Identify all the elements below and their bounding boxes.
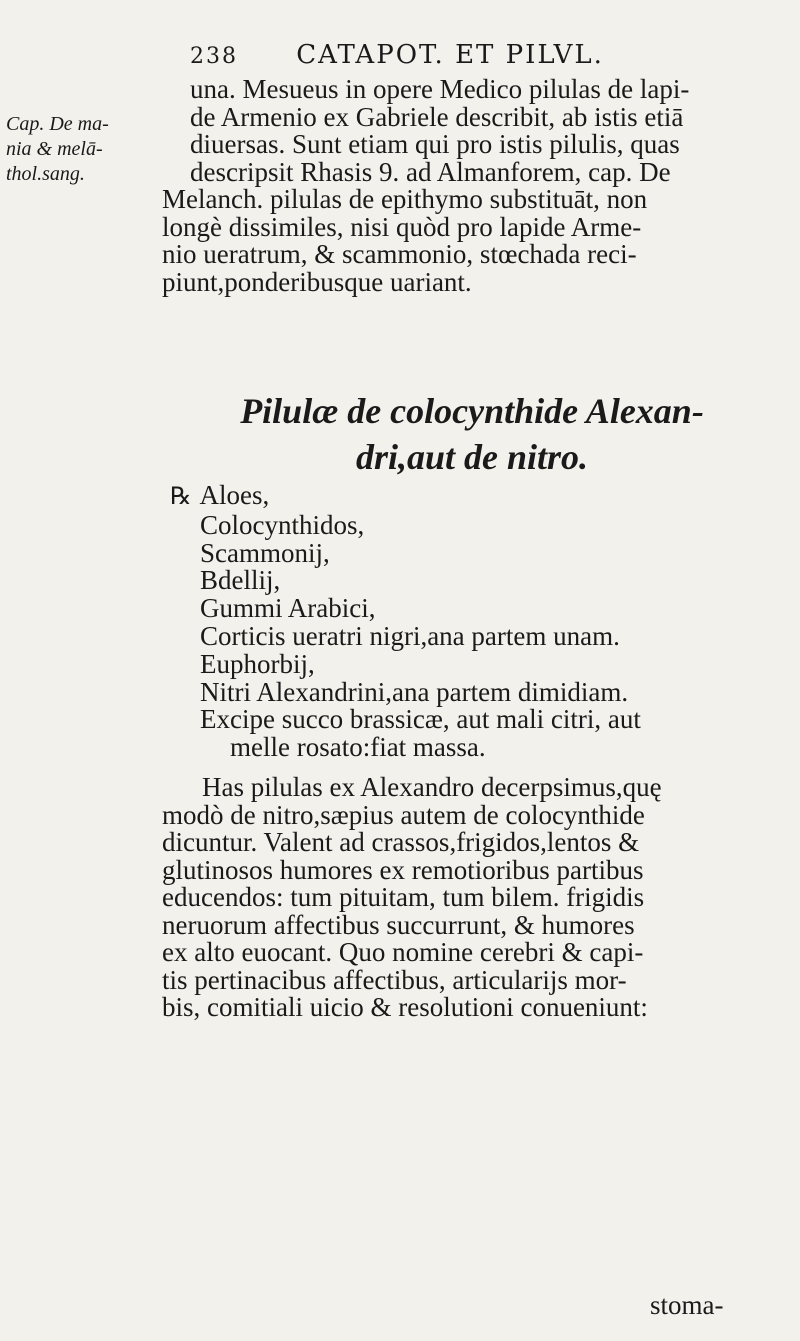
margin-note-line: thol.sang.	[6, 163, 85, 185]
recipe-item	[170, 482, 790, 512]
catchword: stoma-	[650, 1290, 724, 1320]
text-line: bis, comitiali uicio & resolutioni conueniunt:	[162, 992, 648, 1022]
text-line: nio ueratrum, & scammonio, stœchada reci-	[162, 239, 637, 269]
margin-note-line: Cap. De ma-	[6, 113, 109, 135]
margin-note-line: nia & melā-	[6, 138, 103, 160]
opening-paragraph	[162, 76, 792, 296]
section-heading	[162, 388, 782, 480]
closing-paragraph	[162, 774, 792, 1022]
text-line: una. Mesueus in opere Medico pilulas de lapi-	[190, 74, 690, 104]
text-line: Melanch. pilulas de epithymo substituāt, non	[162, 184, 648, 214]
text-line: tis pertinacibus affectibus, articularijs mor-	[162, 964, 627, 995]
page-number: 238	[190, 44, 238, 69]
text-line: Has pilulas ex Alexandro decerpsimus,quę	[202, 772, 662, 802]
recipe	[170, 482, 790, 762]
recipe-symbol: ℞	[170, 484, 192, 510]
text-line: dicuntur. Valent ad crassos,frigidos,lentos &	[162, 827, 640, 857]
text-line: descripsit Rhasis 9. ad Almanforem, cap. De	[190, 156, 671, 187]
running-header	[190, 40, 750, 70]
instruction-continuation: melle rosato:fiat massa.	[230, 732, 486, 763]
heading-line: Pilulæ de colocynthide Alexan-	[240, 391, 704, 431]
ingredient: Euphorbij,	[200, 648, 315, 679]
ingredient: Gummi Arabici,	[200, 593, 376, 624]
ingredient: Nitri Alexandrini,ana partem dimidiam.	[200, 676, 629, 707]
ingredient: Colocynthidos,	[200, 509, 365, 540]
text-line: modò de nitro,sæpius autem de colocynthide	[162, 799, 645, 830]
margin-note	[6, 112, 186, 187]
text-line: diuersas. Sunt etiam qui pro istis pilulis, quas	[190, 129, 680, 159]
ingredient: Bdellij,	[200, 565, 281, 596]
ingredient: Scammonij,	[200, 537, 330, 568]
text-line: longè dissimiles, nisi quòd pro lapide Arme-	[162, 211, 642, 242]
running-title: CATAPOT. ET PILVL.	[296, 40, 604, 70]
ingredient: Aloes,	[199, 480, 270, 510]
text-line: piunt,ponderibusque uariant.	[162, 266, 472, 297]
text-line: neruorum affectibus succurrunt, & humores	[162, 909, 635, 940]
text-line: educendos: tum pituitam, tum bilem. frigidis	[162, 882, 645, 912]
instruction: Excipe succo brassicæ, aut mali citri, aut	[200, 704, 641, 735]
heading-line: dri,aut de nitro.	[355, 437, 589, 477]
text-line: de Armenio ex Gabriele describit, ab istis etiā	[190, 101, 684, 132]
text-line: ex alto euocant. Quo nomine cerebri & capi-	[162, 937, 644, 967]
text-line: glutinosos humores ex remotioribus partibus	[162, 854, 644, 885]
ingredient: Corticis ueratri nigri,ana partem unam.	[200, 620, 620, 651]
